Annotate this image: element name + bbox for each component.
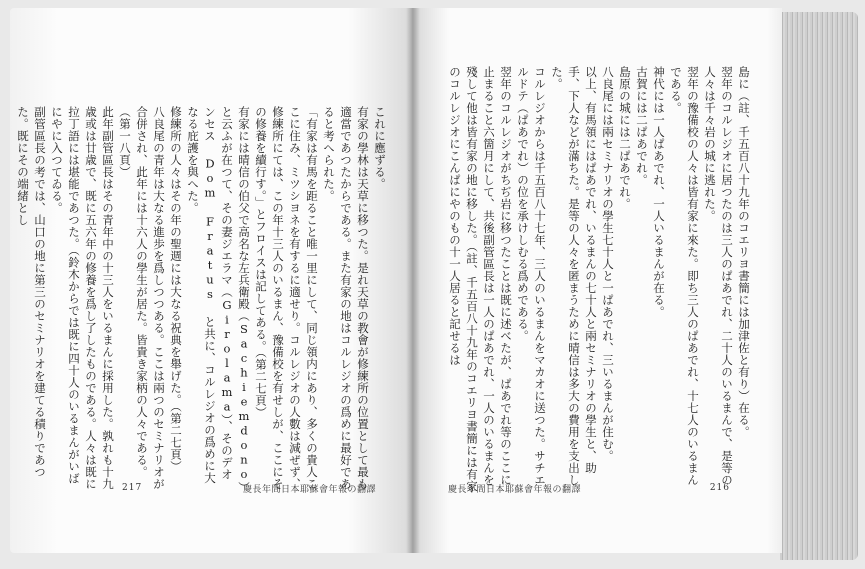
right-paragraph: 翌年の豫備校の人々は皆有家に來た。即ち三人のぱあでれ、十七人のいるまんである。	[669, 66, 700, 486]
left-paragraph: 修練所の人々はその年の聖週には大なる祝典を舉げた。（第二七頁）	[169, 106, 183, 473]
left-paragraph: これに應ずる。	[373, 106, 387, 190]
left-paragraph: 副管區長の考では、山口の地に第三のセミナリオを建てる積りであつた。既にその端緒とし	[16, 106, 47, 478]
right-paragraph: 島に（註、千五百八十九年のコエリヨ書簡には加津佐と有り）在る。	[737, 66, 751, 438]
right-page	[412, 8, 782, 553]
right-running-head: 慶長年間日本耶蘇會年報の翻譯	[448, 485, 582, 495]
right-paragraph: 以上、有馬領にはぱあでれ、いるまんの七十人と兩セミナリオの學生と、助手、下人などが滿ちた。是等の人々を匿まうために晴信は多大の費用を支出した。	[550, 66, 598, 486]
left-paragraph: 有家には晴信の伯父で高名な左兵衛殿（Sachiemdono）と云ふが在つて、その妻ジエラマ（Girolama）、そのデオンセス Dom Fratus と共に、コルレジオの爲めに大なる庇護を與へた。	[186, 106, 251, 488]
right-paragraph: コルレジオからは千五百八十七年、三人のいるまんをマカオに送つた。サチエルドテ（ぱあでれ）の位を承けしむる爲めである。	[516, 66, 547, 486]
book-gutter	[406, 8, 420, 553]
right-paragraph: 翌年のコルレジオがちぢ岩に移つたことは既に述べたが、ぱあでれ等のここに止まること六箇月にして、共後副管區長は一人のぱあでれ、一人のいるまんを殘して他は皆有家の地に移した。（註、千五百八十九年のコエリヨ書簡には有家のコルレジオにこんぱにやのもの十一人居ると記せるは	[448, 66, 513, 493]
right-paragraph: 古賀には二ぱあでれ。	[635, 66, 649, 186]
page-edges	[780, 12, 858, 560]
right-paragraph: 神代には一人ぱあでれ、一人いるまんが在る。	[652, 66, 666, 318]
left-paragraph: 八良尾の青年は大なる進歩を爲しつつある。ここは兩つのセミナリオが合併され、此年には十六人の學生が居た。皆貴き家柄の人々である。（第一八頁）	[118, 106, 166, 490]
left-page-number: 217	[122, 483, 143, 493]
open-book	[10, 8, 858, 561]
left-page-body	[16, 106, 388, 492]
right-paragraph: 島原の城には二ぱあでれ。	[618, 66, 632, 210]
right-paragraph: 八良尾には兩セミナリオの學生七十人と一ぱあでれ、三いるまんが住む。	[601, 66, 615, 462]
left-running-head: 慶長年間日本耶蘇會年報の翻譯	[242, 485, 376, 495]
left-page	[10, 8, 412, 553]
left-paragraph: 有家の學林は天草に移つた。是れ天草の教會が修練所の位置として最も適當であつたからである。また有家の地はコルレジオの爲めに最好であると考へられた。	[322, 106, 370, 490]
right-page-body	[442, 66, 752, 496]
left-paragraph: 「有家は有馬を距ること唯一里にして、同じ領内にあり、多くの貴人ここに住み、ミツシヨネを有するに適せり。コルレジオの人數は減ぜず、修練所にては、この年十三人のいるまん、豫備校を有せしが、ここにその修養を續行す。」とフロイスは記してある。（第二七頁）	[254, 106, 319, 490]
right-paragraph: 翌年のコルレジオに居つたのは三人のぱあでれ、二十人のいるまんで、是等の人々は千々岩の城に逃れた。	[703, 66, 734, 486]
left-paragraph: 此年副管區長はその青年中の十三人をいるまんに採用した。孰れも十九歳或は廿歳で、既に五六年の修養を爲し了したものである。人々は既に拉丁語には堪能であつた。（鈴木からでは既に四十人のいるまんがいばにやに入つてゐる。	[50, 106, 115, 490]
right-page-number: 216	[709, 483, 730, 493]
